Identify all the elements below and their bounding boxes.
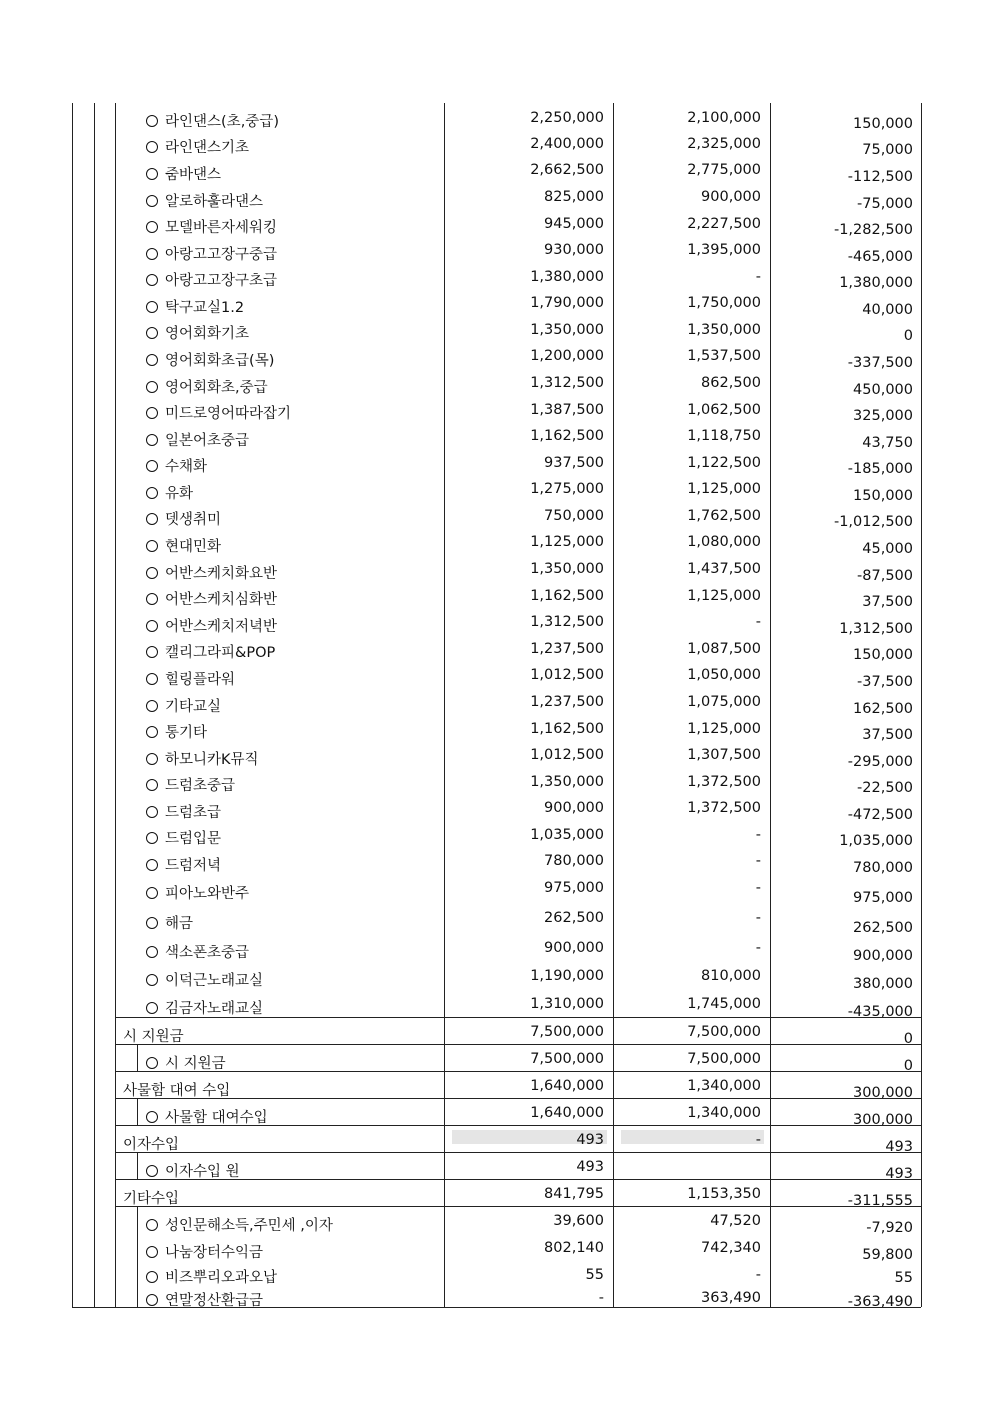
category-bottom-border bbox=[115, 1044, 921, 1045]
category-top-border bbox=[115, 1125, 921, 1126]
diff-value: -337,500 bbox=[847, 355, 913, 371]
diff-value: -112,500 bbox=[847, 169, 913, 185]
subitem-indent-line bbox=[137, 1098, 138, 1125]
label-text: 이자수입 bbox=[123, 1137, 180, 1153]
budget-value: 841,795 bbox=[544, 1186, 604, 1202]
circle-bullet-icon bbox=[146, 1002, 158, 1014]
diff-value: -87,500 bbox=[857, 568, 913, 584]
circle-bullet-icon bbox=[146, 381, 158, 393]
budget-value: 780,000 bbox=[544, 853, 604, 869]
label-text: 어반스케치화요반 bbox=[165, 566, 278, 582]
prev-value: - bbox=[755, 880, 761, 896]
budget-value: 1,237,500 bbox=[530, 694, 604, 710]
circle-bullet-icon bbox=[146, 407, 158, 419]
prev-value: 1,350,000 bbox=[687, 322, 761, 338]
item-row bbox=[0, 820, 992, 849]
circle-bullet-icon bbox=[146, 620, 158, 632]
budget-value: - bbox=[598, 1290, 604, 1306]
item-row bbox=[0, 501, 992, 530]
item-row bbox=[0, 873, 992, 906]
item-row bbox=[0, 1044, 992, 1074]
budget-value: 750,000 bbox=[544, 508, 604, 524]
prev-value: 1,437,500 bbox=[687, 561, 761, 577]
circle-bullet-icon bbox=[146, 859, 158, 871]
diff-value: 1,035,000 bbox=[839, 833, 913, 849]
item-row bbox=[0, 315, 992, 344]
circle-bullet-icon bbox=[146, 141, 158, 153]
prev-value: - bbox=[755, 940, 761, 956]
diff-value: 493 bbox=[885, 1139, 913, 1155]
prev-value: 900,000 bbox=[701, 189, 761, 205]
label-text: 현대민화 bbox=[165, 539, 222, 555]
circle-bullet-icon bbox=[146, 115, 158, 127]
budget-value: 1,312,500 bbox=[530, 614, 604, 630]
item-row bbox=[0, 1152, 992, 1182]
item-row bbox=[0, 634, 992, 663]
diff-value: 380,000 bbox=[853, 976, 913, 992]
item-row bbox=[0, 448, 992, 477]
label-text: 기타교실 bbox=[165, 699, 222, 715]
item-row bbox=[0, 262, 992, 291]
prev-value: 1,537,500 bbox=[687, 348, 761, 364]
diff-value: -1,282,500 bbox=[833, 222, 913, 238]
circle-bullet-icon bbox=[146, 1219, 158, 1231]
diff-value: 300,000 bbox=[853, 1085, 913, 1101]
item-label bbox=[146, 915, 193, 933]
item-row bbox=[0, 740, 992, 770]
prev-value: 1,750,000 bbox=[687, 295, 761, 311]
prev-value: 2,325,000 bbox=[687, 136, 761, 152]
prev-value: 1,340,000 bbox=[687, 1105, 761, 1121]
budget-value: 1,162,500 bbox=[530, 588, 604, 604]
label-text: 라인댄스기초 bbox=[165, 140, 250, 156]
prev-value: 1,372,500 bbox=[687, 800, 761, 816]
diff-value: 150,000 bbox=[853, 116, 913, 132]
subitem-indent-line bbox=[137, 1206, 138, 1233]
item-row bbox=[0, 793, 992, 823]
table-bottom-border bbox=[72, 1307, 921, 1308]
category-top-border bbox=[115, 1179, 921, 1180]
budget-value: 493 bbox=[576, 1159, 604, 1175]
item-row bbox=[0, 341, 992, 371]
prev-value: 2,100,000 bbox=[687, 110, 761, 126]
prev-value: 1,153,350 bbox=[687, 1186, 761, 1202]
diff-value: 55 bbox=[894, 1270, 913, 1286]
category-row bbox=[0, 1017, 992, 1047]
budget-value: 1,162,500 bbox=[530, 721, 604, 737]
diff-value: -1,012,500 bbox=[833, 514, 913, 530]
budget-value: 1,350,000 bbox=[530, 561, 604, 577]
circle-bullet-icon bbox=[146, 779, 158, 791]
prev-value: 1,122,500 bbox=[687, 455, 761, 471]
circle-bullet-icon bbox=[146, 221, 158, 233]
diff-value: 43,750 bbox=[862, 435, 913, 451]
diff-value: -185,000 bbox=[847, 461, 913, 477]
item-row bbox=[0, 660, 992, 690]
item-row bbox=[0, 989, 992, 1020]
prev-value: 7,500,000 bbox=[687, 1024, 761, 1040]
label-text: 김금자노래교실 bbox=[165, 1001, 264, 1017]
label-text: 캘리그라피&POP bbox=[165, 645, 276, 661]
diff-value: 975,000 bbox=[853, 890, 913, 906]
budget-value: 900,000 bbox=[544, 940, 604, 956]
diff-value: 37,500 bbox=[862, 594, 913, 610]
item-row bbox=[0, 103, 992, 132]
budget-value: 1,035,000 bbox=[530, 827, 604, 843]
budget-value: 1,190,000 bbox=[530, 968, 604, 984]
budget-value: 1,790,000 bbox=[530, 295, 604, 311]
item-row bbox=[0, 1260, 992, 1286]
circle-bullet-icon bbox=[146, 327, 158, 339]
budget-value: 1,012,500 bbox=[530, 747, 604, 763]
item-row bbox=[0, 395, 992, 424]
item-row bbox=[0, 235, 992, 265]
item-row bbox=[0, 368, 992, 398]
label-text: 이덕근노래교실 bbox=[165, 973, 264, 989]
prev-value: 1,762,500 bbox=[687, 508, 761, 524]
diff-value: 45,000 bbox=[862, 541, 913, 557]
prev-value: - bbox=[755, 910, 761, 926]
circle-bullet-icon bbox=[146, 513, 158, 525]
item-row bbox=[0, 933, 992, 964]
label-text: 연말정산환급금 bbox=[165, 1293, 264, 1309]
diff-value: 780,000 bbox=[853, 860, 913, 876]
subitem-indent-line bbox=[137, 1233, 138, 1260]
budget-value: 1,237,500 bbox=[530, 641, 604, 657]
budget-value: 1,350,000 bbox=[530, 322, 604, 338]
item-row bbox=[0, 182, 992, 212]
item-row bbox=[0, 1098, 992, 1128]
budget-value: 1,350,000 bbox=[530, 774, 604, 790]
prev-value: 1,087,500 bbox=[687, 641, 761, 657]
budget-value: 1,125,000 bbox=[530, 534, 604, 550]
label-text: 라인댄스(초,중급) bbox=[165, 114, 279, 130]
budget-value: 7,500,000 bbox=[530, 1024, 604, 1040]
category-row bbox=[0, 1125, 992, 1155]
item-row bbox=[0, 581, 992, 610]
label-text: 힐링플라워 bbox=[165, 672, 236, 688]
item-row bbox=[0, 554, 992, 584]
diff-value: 37,500 bbox=[862, 727, 913, 743]
diff-value: 0 bbox=[903, 1058, 913, 1074]
prev-value: - bbox=[755, 1132, 761, 1148]
diff-value: 493 bbox=[885, 1166, 913, 1182]
diff-value: -311,555 bbox=[847, 1193, 913, 1209]
item-row bbox=[0, 1283, 992, 1310]
circle-bullet-icon bbox=[146, 434, 158, 446]
prev-value: 2,227,500 bbox=[687, 216, 761, 232]
item-label bbox=[146, 944, 249, 962]
circle-bullet-icon bbox=[146, 832, 158, 844]
prev-value: 1,050,000 bbox=[687, 667, 761, 683]
budget-value: 7,500,000 bbox=[530, 1051, 604, 1067]
label-text: 색소폰초중급 bbox=[165, 945, 250, 961]
item-row bbox=[0, 1233, 992, 1263]
label-text: 어반스케치저녁반 bbox=[165, 619, 278, 635]
budget-value: 39,600 bbox=[553, 1213, 604, 1229]
circle-bullet-icon bbox=[146, 646, 158, 658]
label-text: 사물함 대여수입 bbox=[165, 1110, 268, 1126]
label-text: 아랑고고장구중급 bbox=[165, 247, 278, 263]
item-label bbox=[146, 1000, 263, 1018]
diff-value: 150,000 bbox=[853, 488, 913, 504]
budget-value: 1,380,000 bbox=[530, 269, 604, 285]
category-bottom-border bbox=[115, 1098, 921, 1099]
category-bottom-border bbox=[115, 1152, 921, 1153]
item-row bbox=[0, 687, 992, 717]
circle-bullet-icon bbox=[146, 974, 158, 986]
circle-bullet-icon bbox=[146, 806, 158, 818]
prev-value: 1,340,000 bbox=[687, 1078, 761, 1094]
prev-value: 2,775,000 bbox=[687, 162, 761, 178]
diff-value: 0 bbox=[903, 1031, 913, 1047]
diff-value: 59,800 bbox=[862, 1247, 913, 1263]
budget-value: 1,200,000 bbox=[530, 348, 604, 364]
prev-value: 1,080,000 bbox=[687, 534, 761, 550]
prev-value: 363,490 bbox=[701, 1290, 761, 1306]
label-text: 통기타 bbox=[165, 725, 208, 741]
prev-value: 1,062,500 bbox=[687, 402, 761, 418]
prev-value: 1,307,500 bbox=[687, 747, 761, 763]
item-row bbox=[0, 209, 992, 238]
label-text: 이자수입 원 bbox=[165, 1164, 240, 1180]
budget-value: 1,640,000 bbox=[530, 1078, 604, 1094]
label-text: 나눔장터수익금 bbox=[165, 1245, 264, 1261]
prev-value: - bbox=[755, 269, 761, 285]
item-row bbox=[0, 767, 992, 796]
circle-bullet-icon bbox=[146, 593, 158, 605]
prev-value: 1,745,000 bbox=[687, 996, 761, 1012]
circle-bullet-icon bbox=[146, 726, 158, 738]
label-text: 사물함 대여 수입 bbox=[123, 1083, 231, 1099]
item-row bbox=[0, 129, 992, 158]
budget-value: 55 bbox=[585, 1267, 604, 1283]
circle-bullet-icon bbox=[146, 917, 158, 929]
prev-value: 47,520 bbox=[710, 1213, 761, 1229]
circle-bullet-icon bbox=[146, 1294, 158, 1306]
label-text: 드럼저녁 bbox=[165, 858, 222, 874]
prev-value: 1,125,000 bbox=[687, 481, 761, 497]
category-bottom-border bbox=[115, 1206, 921, 1207]
budget-value: 2,662,500 bbox=[530, 162, 604, 178]
circle-bullet-icon bbox=[146, 1057, 158, 1069]
diff-value: -363,490 bbox=[847, 1294, 913, 1310]
circle-bullet-icon bbox=[146, 887, 158, 899]
diff-value: -75,000 bbox=[857, 196, 913, 212]
circle-bullet-icon bbox=[146, 168, 158, 180]
item-row bbox=[0, 607, 992, 637]
label-text: 해금 bbox=[165, 916, 194, 932]
label-text: 유화 bbox=[165, 486, 194, 502]
label-text: 줌바댄스 bbox=[165, 167, 222, 183]
prev-value: 1,372,500 bbox=[687, 774, 761, 790]
label-text: 드럼초급 bbox=[165, 805, 222, 821]
circle-bullet-icon bbox=[146, 195, 158, 207]
diff-value: 900,000 bbox=[853, 948, 913, 964]
prev-value: 7,500,000 bbox=[687, 1051, 761, 1067]
budget-value: 262,500 bbox=[544, 910, 604, 926]
budget-value: 2,400,000 bbox=[530, 136, 604, 152]
budget-value: 1,162,500 bbox=[530, 428, 604, 444]
prev-value: - bbox=[755, 853, 761, 869]
circle-bullet-icon bbox=[146, 946, 158, 958]
category-row bbox=[0, 1071, 992, 1101]
diff-value: 1,312,500 bbox=[839, 621, 913, 637]
budget-value: 900,000 bbox=[544, 800, 604, 816]
budget-value: 825,000 bbox=[544, 189, 604, 205]
budget-value: 975,000 bbox=[544, 880, 604, 896]
item-row bbox=[0, 714, 992, 743]
prev-value: 1,118,750 bbox=[687, 428, 761, 444]
diff-value: -295,000 bbox=[847, 754, 913, 770]
label-text: 알로하훌라댄스 bbox=[165, 194, 264, 210]
diff-value: -22,500 bbox=[857, 780, 913, 796]
item-row bbox=[0, 846, 992, 876]
prev-value: 862,500 bbox=[701, 375, 761, 391]
label-text: 미드로영어따라잡기 bbox=[165, 406, 292, 422]
label-text: 드럼입문 bbox=[165, 831, 222, 847]
diff-value: -435,000 bbox=[847, 1004, 913, 1020]
budget-value: 493 bbox=[576, 1132, 604, 1148]
circle-bullet-icon bbox=[146, 540, 158, 552]
label-text: 일본어초중급 bbox=[165, 433, 250, 449]
diff-value: 262,500 bbox=[853, 920, 913, 936]
label-text: 영어회화초급(목) bbox=[165, 353, 275, 369]
diff-value: 450,000 bbox=[853, 382, 913, 398]
circle-bullet-icon bbox=[146, 1271, 158, 1283]
subitem-indent-line bbox=[137, 1044, 138, 1071]
subitem-indent-line bbox=[137, 1152, 138, 1179]
label-text: 시 지원금 bbox=[165, 1056, 226, 1072]
diff-value: 75,000 bbox=[862, 142, 913, 158]
circle-bullet-icon bbox=[146, 248, 158, 260]
item-row bbox=[0, 421, 992, 451]
budget-value: 1,012,500 bbox=[530, 667, 604, 683]
diff-value: -472,500 bbox=[847, 807, 913, 823]
item-row bbox=[0, 288, 992, 318]
item-row bbox=[0, 961, 992, 992]
prev-value: 1,075,000 bbox=[687, 694, 761, 710]
diff-value: 40,000 bbox=[862, 302, 913, 318]
prev-value: - bbox=[755, 1267, 761, 1283]
circle-bullet-icon bbox=[146, 460, 158, 472]
circle-bullet-icon bbox=[146, 567, 158, 579]
prev-value: 1,395,000 bbox=[687, 242, 761, 258]
label-text: 뎃생취미 bbox=[165, 512, 222, 528]
circle-bullet-icon bbox=[146, 700, 158, 712]
diff-value: -465,000 bbox=[847, 249, 913, 265]
label-text: 영어회화초,중급 bbox=[165, 380, 268, 396]
prev-value: 742,340 bbox=[701, 1240, 761, 1256]
label-text: 어반스케치심화반 bbox=[165, 592, 278, 608]
prev-value: 1,125,000 bbox=[687, 588, 761, 604]
label-text: 드럼초중급 bbox=[165, 778, 236, 794]
diff-value: 0 bbox=[903, 328, 913, 344]
label-text: 피아노와반주 bbox=[165, 886, 250, 902]
label-text: 탁구교실1.2 bbox=[165, 300, 245, 316]
prev-value: 1,125,000 bbox=[687, 721, 761, 737]
circle-bullet-icon bbox=[146, 1111, 158, 1123]
item-row bbox=[0, 474, 992, 504]
budget-value: 2,250,000 bbox=[530, 110, 604, 126]
budget-value: 937,500 bbox=[544, 455, 604, 471]
circle-bullet-icon bbox=[146, 301, 158, 313]
diff-value: 325,000 bbox=[853, 408, 913, 424]
budget-value: 802,140 bbox=[544, 1240, 604, 1256]
diff-value: 162,500 bbox=[853, 701, 913, 717]
item-row bbox=[0, 1206, 992, 1236]
category-row bbox=[0, 1179, 992, 1209]
label-text: 영어회화기초 bbox=[165, 326, 250, 342]
circle-bullet-icon bbox=[146, 487, 158, 499]
label-text: 모델바른자세워킹 bbox=[165, 220, 278, 236]
circle-bullet-icon bbox=[146, 1246, 158, 1258]
item-row bbox=[0, 527, 992, 557]
label-text: 성인문해소득,주민세 ,이자 bbox=[165, 1218, 333, 1234]
circle-bullet-icon bbox=[146, 673, 158, 685]
prev-value: - bbox=[755, 614, 761, 630]
label-text: 아랑고고장구초급 bbox=[165, 273, 278, 289]
item-label bbox=[146, 972, 263, 990]
diff-value: 150,000 bbox=[853, 647, 913, 663]
prev-value: - bbox=[755, 827, 761, 843]
circle-bullet-icon bbox=[146, 1165, 158, 1177]
diff-value: -7,920 bbox=[866, 1220, 913, 1236]
subitem-indent-line bbox=[137, 1283, 138, 1307]
budget-value: 945,000 bbox=[544, 216, 604, 232]
diff-value: 1,380,000 bbox=[839, 275, 913, 291]
label-text: 기타수입 bbox=[123, 1191, 180, 1207]
circle-bullet-icon bbox=[146, 753, 158, 765]
diff-value: -37,500 bbox=[857, 674, 913, 690]
shaded-cell-bg bbox=[621, 1130, 764, 1144]
budget-value: 930,000 bbox=[544, 242, 604, 258]
diff-value: 300,000 bbox=[853, 1112, 913, 1128]
item-label bbox=[146, 885, 249, 903]
item-row bbox=[0, 155, 992, 185]
item-row bbox=[0, 903, 992, 936]
circle-bullet-icon bbox=[146, 274, 158, 286]
budget-value: 1,640,000 bbox=[530, 1105, 604, 1121]
subitem-indent-line bbox=[137, 1260, 138, 1283]
label-text: 비즈뿌리오과오납 bbox=[165, 1270, 278, 1286]
label-text: 시 지원금 bbox=[123, 1029, 184, 1045]
label-text: 수채화 bbox=[165, 459, 208, 475]
category-top-border bbox=[115, 1017, 921, 1018]
circle-bullet-icon bbox=[146, 354, 158, 366]
category-top-border bbox=[115, 1071, 921, 1072]
budget-value: 1,312,500 bbox=[530, 375, 604, 391]
label-text: 하모니카K뮤직 bbox=[165, 752, 259, 768]
budget-value: 1,310,000 bbox=[530, 996, 604, 1012]
budget-value: 1,275,000 bbox=[530, 481, 604, 497]
prev-value: 810,000 bbox=[701, 968, 761, 984]
budget-value: 1,387,500 bbox=[530, 402, 604, 418]
